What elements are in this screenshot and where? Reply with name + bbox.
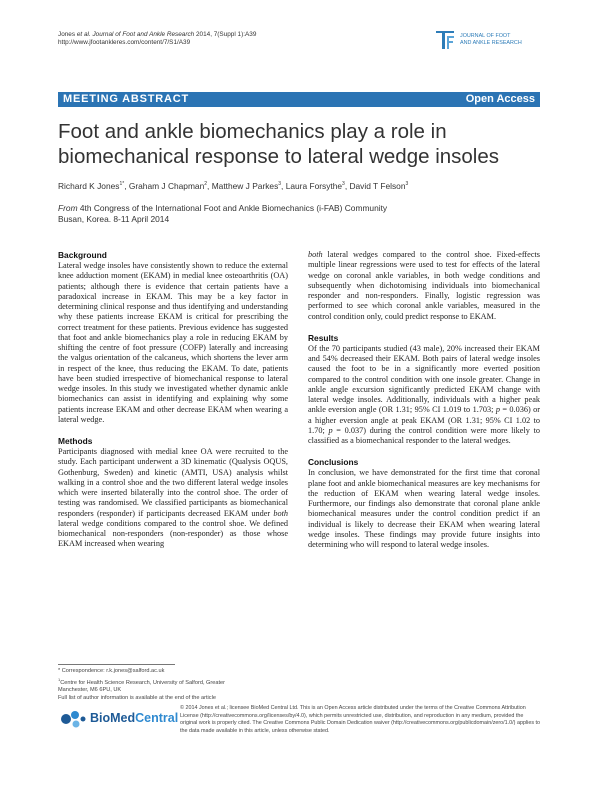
biomed-central-text: BioMedCentral bbox=[90, 711, 179, 725]
journal-logo-line2: AND ANKLE RESEARCH bbox=[460, 40, 522, 46]
article-title bbox=[58, 119, 548, 169]
author-affiliation-mark: 3 bbox=[278, 181, 282, 188]
affiliation-address: Manchester, M6 6PU, UK bbox=[58, 687, 122, 694]
conference-line bbox=[58, 203, 508, 214]
citation-line bbox=[58, 31, 256, 39]
footnotes bbox=[58, 668, 288, 703]
author-affiliation-mark: 1* bbox=[119, 181, 125, 188]
title-line-1: Foot and ankle biomechanics play a role in bbox=[58, 120, 447, 143]
affiliation: $^1$Centre for Health Science Research, University of Salford, Greater bbox=[58, 676, 226, 686]
open-access-badge: Open Access bbox=[465, 93, 535, 105]
right-column bbox=[308, 250, 540, 550]
author-info-note: Full list of author information is available at the end of the article bbox=[58, 695, 216, 702]
author-name: David T Felson bbox=[349, 181, 406, 191]
citation-journal: Journal of Foot and Ankle Research bbox=[90, 31, 195, 38]
header-citation bbox=[58, 31, 256, 48]
left-column bbox=[58, 250, 288, 550]
methods-text-continued: both lateral wedges compared to the control shoe. Fixed-effects multiple linear regressions were used to test for effects of the lateral wedge on coronal ankle variables, in both wedge conditions and subsequently when dichotomising individuals into biomechanical responder and non-responders. Finally, logistic regression was performed to see which coronal ankle variables, measured in the control condition only, could predict response to EKAM. bbox=[308, 250, 540, 321]
footnote-divider bbox=[58, 664, 175, 665]
author-affiliation-mark: 2 bbox=[204, 181, 208, 188]
journal-logo-line1: JOURNAL OF FOOT bbox=[460, 33, 511, 39]
journal-logo bbox=[433, 28, 543, 54]
conference-location: Busan, Korea. 8-11 April 2014 bbox=[58, 214, 170, 224]
author-name: Laura Forsythe bbox=[285, 181, 343, 191]
correspondence-email[interactable]: * Correspondence: r.k.jones@salford.ac.uk bbox=[58, 668, 165, 674]
author-name: Graham J Chapman bbox=[128, 181, 205, 191]
author-name: Richard K Jones bbox=[58, 181, 120, 191]
methods-heading: Methods bbox=[58, 436, 93, 446]
author-list: Richard K Jones$^{1*}$, Graham J Chapman$^2$, Matthew J Parkes$^3$, Laura Forsythe$^3$, David T Felson$^3$ bbox=[58, 181, 409, 191]
results-heading: Results bbox=[308, 332, 339, 343]
article-type-banner bbox=[58, 92, 540, 107]
author-affiliation-mark: 3 bbox=[342, 181, 345, 188]
background-heading: Background bbox=[58, 250, 107, 260]
conference-info bbox=[58, 203, 508, 225]
journal-logo-icon bbox=[433, 28, 457, 52]
biomed-central-logo bbox=[58, 708, 188, 730]
article-url[interactable]: http://www.jfootankleres.com/content/7/S1/A39 bbox=[58, 39, 191, 47]
author-name: Matthew J Parkes bbox=[211, 181, 279, 191]
background-text: Lateral wedge insoles have consistently shown to reduce the external knee adduction moment (EKAM) in medial knee osteoarthritis (OA) patients; although there is evidence that certain patients have a paradoxical increase in EKAM. This may be a key factor in determining clinical response and thus identifying and understanding why these patients increase EKAM is critical for prescribing the correct treatment for these patients. Previous evidence has suggested that foot and ankle biomechanics play a role in reducing EKAM by shifting the centre of foot pressure (COFP) laterally and increasing the valgus orientation of the calcaneus, which shortens the lever arm in respect of the knee, thus reducing the EKAM. To date, patients have been studied irrespective of biomechanical response to lateral wedge insoles. In this study we investigated whether dynamic ankle biomechanics can assist in identifying and explaining why some patients increase EKAM and other decrease EKAM when wearing a lateral wedge. bbox=[58, 261, 288, 424]
author-affiliation-mark: 3 bbox=[405, 181, 409, 188]
conclusions-heading: Conclusions bbox=[308, 457, 359, 468]
journal-logo-text bbox=[460, 33, 522, 47]
title-line-2: biomechanical response to lateral wedge insoles bbox=[58, 145, 500, 168]
results-text: Of the 70 participants studied (43 male), 20% increased their EKAM and 54% decreased their EKAM. Both pairs of lateral wedge insoles caused the foot to be in a significantly more everted position compared to the control condition with one insole greater. Change in ankle angle excursion significantly predicted EKAM change with lateral wedge insoles. Additionally, individuals with a higher peak ankle eversion angle (OR 1.31; 95% CI 1.019 to 1.703; p = 0.036) or a higher eversion angle at peak EKAM (OR 1.31; 95% CI 1.02 to 1.70; p = 0.037) during the control condition were more likely to classified as a biomechanical responder to the lateral wedges. bbox=[308, 343, 540, 445]
conclusions-text: In conclusion, we have demonstrated for the first time that coronal plane foot and ankle biomechanical measures are key mechanisms for the reduction of EKAM when wearing lateral wedge insoles. Furthermore, our findings also demonstrate that coronal plane ankle biomechanical measures under the control condition predict if an individual is likely to decrease their EKAM when wearing lateral wedge insoles. These findings may provide future insights into determining who will respond to lateral wedge insoles. bbox=[308, 468, 540, 549]
citation-authors: Jones bbox=[58, 31, 77, 38]
conference-name: 4th Congress of the International Foot and Ankle Biomechanics (i-FAB) Community bbox=[77, 203, 388, 213]
citation-volume: 2014, 7(Suppl 1):A39 bbox=[194, 31, 257, 38]
license-text: © 2014 Jones et al.; licensee BioMed Central Ltd. This is an Open Access article distributed under the terms of the Creative Commons Attribution License (http://creativecommons.org/licenses/by/4.0), which permits unrestricted use, distribution, and reproduction in any medium, provided the original work is properly cited. The Creative Commons Public Domain Dedication waiver (http://creativecommons.org/publicdomain/zero/1.0/) applies to the data made available in this article, unless otherwise stated. bbox=[180, 705, 541, 734]
biomed-central-icon bbox=[58, 708, 86, 730]
citation-etal: et al. bbox=[76, 31, 91, 38]
article-type-label: MEETING ABSTRACT bbox=[63, 93, 190, 105]
methods-text: Participants diagnosed with medial knee OA were recruited to the study. Each participant underwent a 3D kinematic (Qualysis OQUS, Gothenburg, Sweden) and kinetic (AMTI, USA) analysis whilst walking in a control shoe and the two different lateral wedge insoles which were inserted bilaterally into the control shoe. The order of testing was randomised. We classified participants as biomechanical responders (responder) if participants decreased EKAM under both lateral wedge conditions compared to the control shoe. We defined biomechanical non-responders (non-responder) as those whose EKAM increased when wearing bbox=[58, 447, 288, 549]
from-label: From bbox=[58, 203, 78, 213]
